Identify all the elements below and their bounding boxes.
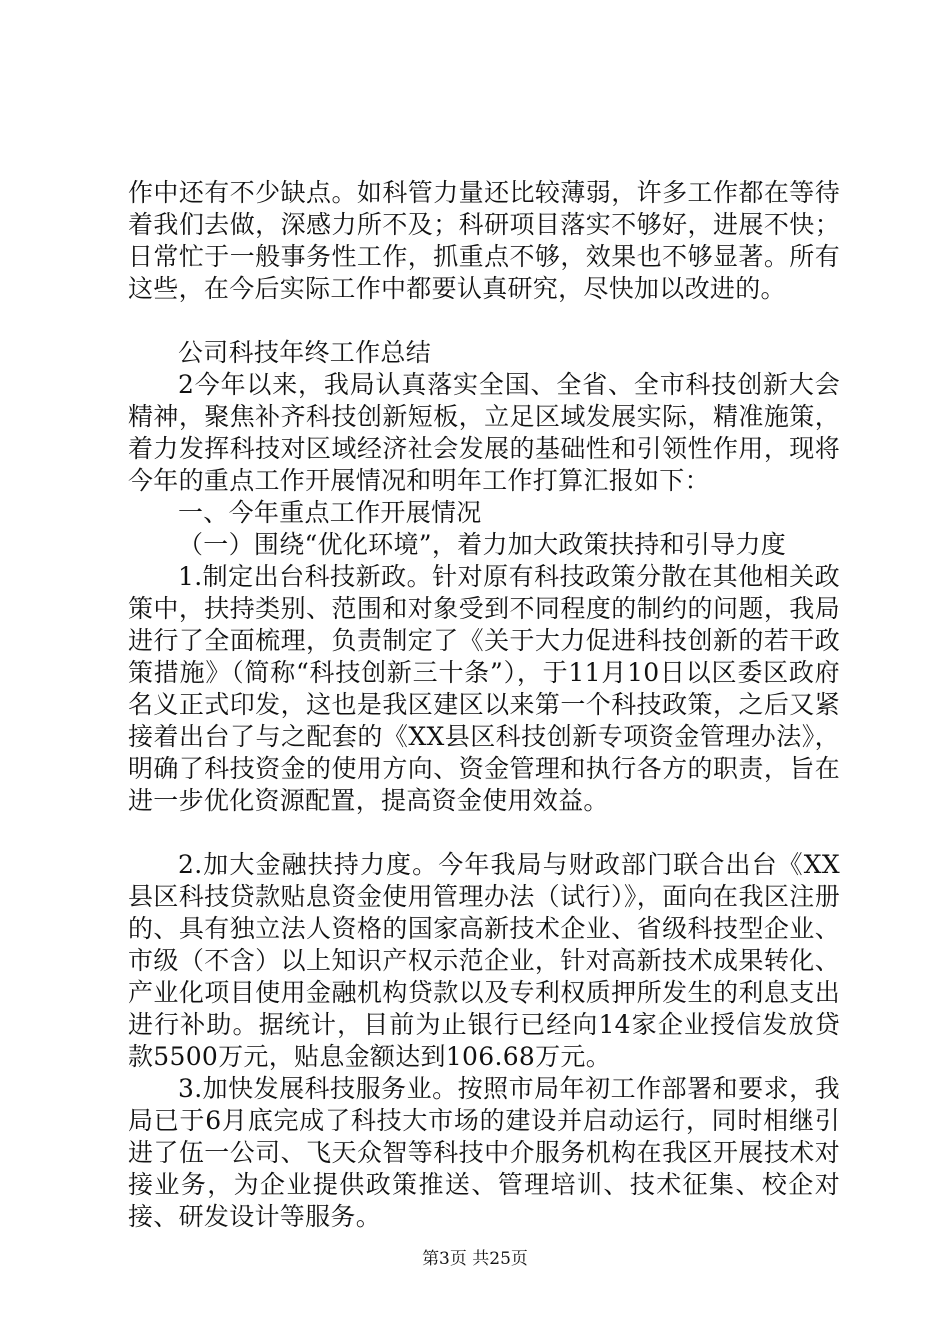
paragraph-intro: 2今年以来，我局认真落实全国、全省、全市科技创新大会精神，聚焦补齐科技创新短板，立足区域发展实际，精准施策，着力发挥科技对区域经济社会发展的基础性和引领性作用，现将今年的重点工作开展情况和明年工作打算汇报如下： <box>128 370 840 495</box>
paragraph-gap <box>128 817 840 849</box>
document-body <box>128 177 840 1233</box>
paragraph-gap <box>128 305 840 337</box>
section-heading: 一、今年重点工作开展情况 <box>178 498 482 527</box>
paragraph-item-1: 1.制定出台科技新政。针对原有科技政策分散在其他相关政策中，扶持类别、范围和对象受到不同程度的制约的问题，我局进行了全面梳理，负责制定了《关于大力促进科技创新的若干政策措施》（简称“科技创新三十条”），于11月10日以区委区政府名义正式印发，这也是我区建区以来第一个科技政策，之后又紧接着出台了与之配套的《XX县区科技创新专项资金管理办法》，明确了科技资金的使用方向、资金管理和执行各方的职责，旨在进一步优化资源配置，提高资金使用效益。 <box>128 562 840 815</box>
paragraph-item-3: 3.加快发展科技服务业。按照市局年初工作部署和要求，我局已于6月底完成了科技大市场的建设并启动运行，同时相继引进了伍一公司、飞天众智等科技中介服务机构在我区开展技术对接业务，为企业提供政策推送、管理培训、技术征集、校企对接、研发设计等服务。 <box>128 1074 840 1231</box>
paragraph-item-2: 2.加大金融扶持力度。今年我局与财政部门联合出台《XX县区科技贷款贴息资金使用管理办法（试行）》，面向在我区注册的、具有独立法人资格的国家高新技术企业、省级科技型企业、市级（不含）以上知识产权示范企业，针对高新技术成果转化、产业化项目使用金融机构贷款以及专利权质押所发生的利息支出进行补助。据统计，目前为止银行已经向14家企业授信发放贷款5500万元，贴息金额达到106.68万元。 <box>128 850 840 1071</box>
page-number-label: 第3页 共25页 <box>422 1249 528 1269</box>
subsection-heading: （一）围绕“优化环境”，着力加大政策扶持和引导力度 <box>178 530 787 559</box>
document-title: 公司科技年终工作总结 <box>178 338 432 367</box>
page-footer <box>0 1248 950 1270</box>
paragraph-continuation: 作中还有不少缺点。如科管力量还比较薄弱，许多工作都在等待着我们去做，深感力所不及；科研项目落实不够好，进展不快；日常忙于一般事务性工作，抓重点不够，效果也不够显著。所有这些，在今后实际工作中都要认真研究，尽快加以改进的。 <box>128 178 840 303</box>
